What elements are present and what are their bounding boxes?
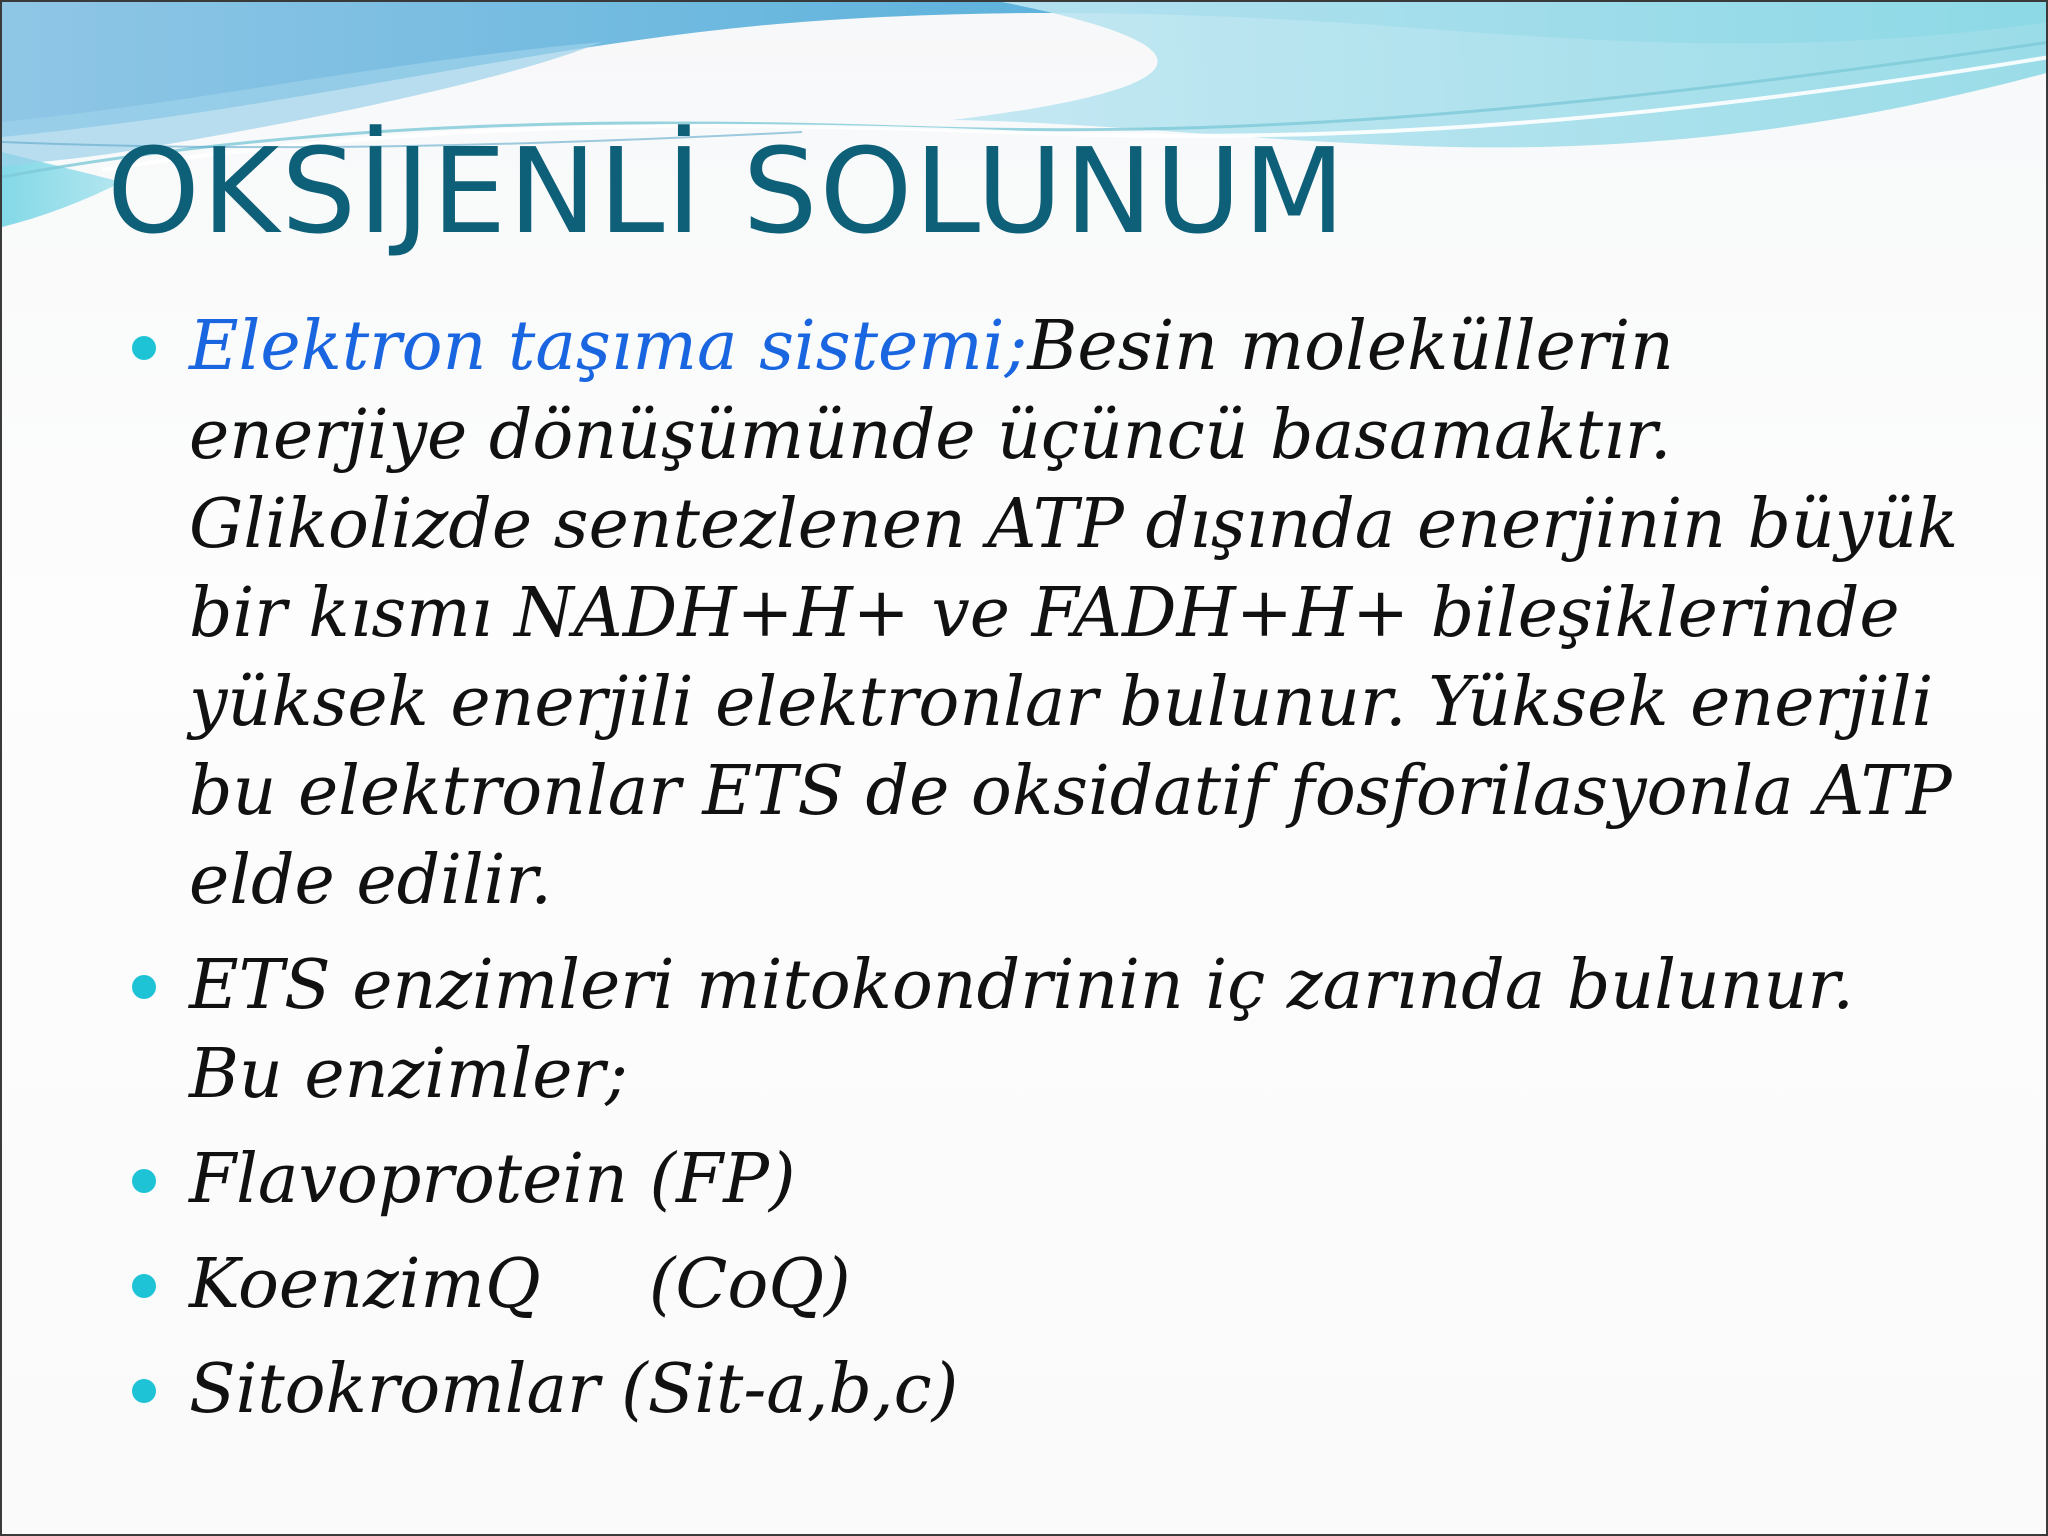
highlighted-term: Elektron taşıma sistemi; (189, 307, 1028, 386)
bullet-dot-icon (132, 336, 156, 360)
bullet-dot-icon (132, 975, 156, 999)
list-item-text: Besin moleküllerin enerjiye dönüşümünde üçüncü basamaktır. Glikolizde sentezlenen ATP dışında enerjinin büyük bir kısmı NADH+H+ ve FADH+H+ bileşiklerinde yüksek enerjili elektronlar bulunur. Yüksek enerjili bu elektronlar ETS de oksidatif fosforilasyonla ATP elde edilir. (189, 307, 1959, 920)
bullet-dot-icon (132, 1169, 156, 1193)
slide-title: OKSİJENLİ SOLUNUM (107, 122, 1348, 260)
list-item-text: ETS enzimleri mitokondrinin iç zarında bulunur. Bu enzimler; (189, 946, 1854, 1114)
bullet-dot-icon (132, 1274, 156, 1298)
list-item-text: Sitokromlar (Sit-a,b,c) (189, 1350, 959, 1429)
list-item (132, 1135, 1962, 1224)
list-item (132, 302, 1962, 925)
list-item (132, 1345, 1962, 1434)
list-item (132, 941, 1962, 1119)
list-item (132, 1240, 1962, 1329)
bullet-dot-icon (132, 1379, 156, 1403)
list-item-text: KoenzimQ (CoQ) (189, 1245, 851, 1324)
bullet-list (132, 302, 1962, 1450)
list-item-text: Flavoprotein (FP) (189, 1140, 796, 1219)
